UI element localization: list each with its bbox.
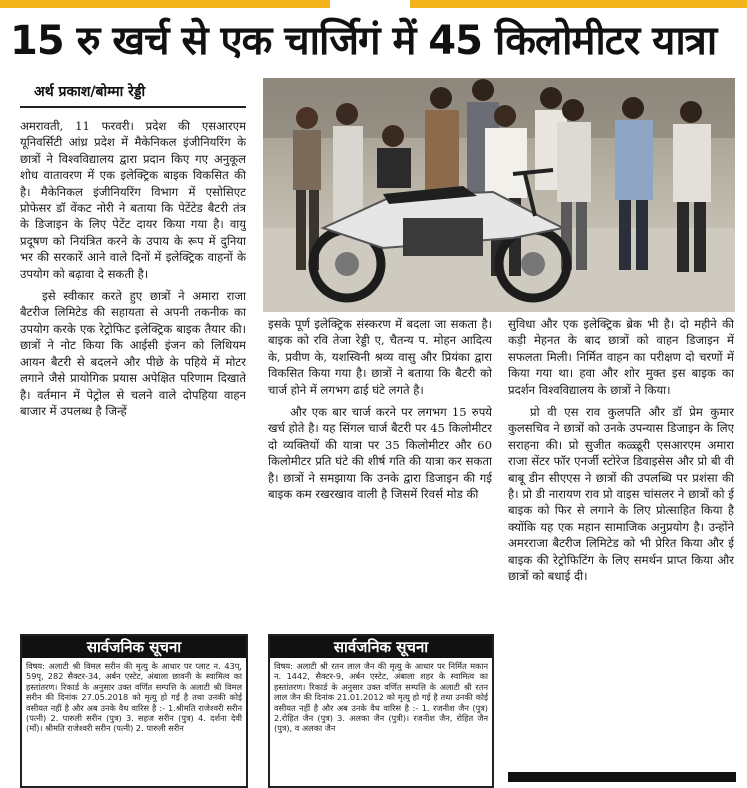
- notice-body: विषय: अलाटी श्री रतन लाल जैन की मृत्यु के आधार पर निर्मित मकान न. 1442, सैक्टर-9, अर्बन एस्टेट, अंबाला शहर के स्वामित्व का हस्तांतरण। रिकार्ड के अनुसार उक्त वर्णित सम्पत्ति के अलाटी श्री रतन लाल जैन की दिनांक 21.01.2012 को मृत्यु हो गई है तथा उनकी कोई वसीयत नहीं है और अब उनके वैध वारिस है :- 1. रजनीश जैन (पुत्र) 2.रोहित जैन (पुत्र) 3. अलका जैन (पुत्री)। रजनीश जैन, रोहित जैन (पुत्र), व अलका जैन: [274, 661, 488, 734]
- paragraph: सुविधा और एक इलेक्ट्रिक ब्रेक भी है। दो महीने की कड़ी मेहनत के बाद छात्रों को वाहन डिजाइन में सफलता मिली। निर्मित वाहन का परीक्षण दो चरणों में किया गया था। हवा और शोर मुक्त इस बाइक का प्रदर्शन विश्वविद्यालय के छात्रों ने किया।: [508, 317, 734, 397]
- byline-rule: [20, 106, 246, 108]
- top-color-bar: [0, 0, 747, 8]
- article-column-3: [508, 316, 734, 782]
- paragraph: प्रो वी एस राव कुलपति और डॉ प्रेम कुमार कुलसचिव ने छात्रों को उनके उपन्यास डिजाइन के लिए सराहना की। प्रो सुजीत कळ्ळूरी एसआरएम अमारा राजा सेंटर फॉर एनर्जी स्टोरेज डिवाइसेस और प्रो बी वी बाबू डीन सीएएस ने छात्रों की उपलब्धि पर प्रशंसा की है। प्रो डी नारायण राव प्रो वाइस चांसलर ने छात्रों को ई बाइक को फिर से लगाने के लिए प्रोत्साहित किया है क्योंकि यह एक महान सामाजिक अनुप्रयोग है। उन्होंने अमरराजा बैटरीज लिमिटेड को भी प्रेरित किया और ई बाइक की रेट्रोफिटिंग के लिए समर्थन प्राप्त किया और छात्रों को बधाई दी।: [508, 405, 734, 584]
- byline: अर्थ प्रकाश/बोम्मा रेड्डी: [34, 84, 146, 100]
- paragraph: और एक बार चार्ज करने पर लगभग 15 रुपये खर्च होते है। यह सिंगल चार्ज बैटरी पर 45 किलोमीटर दो व्यक्तियों की यात्रा पर 35 किलोमीटर और 60 किलोमीटर प्रति घंटे की शीर्ष गति की यात्रा कर सकता है। छात्रों ने समझाया कि उनके द्वारा डिजाइन की गई बाइक कम रखरखाव वाली है जिसमें रिवर्स मोड की: [268, 405, 492, 502]
- article-column-2: [268, 316, 492, 632]
- notice-heading: सार्वजनिक सूचना: [270, 636, 492, 658]
- news-photo: [263, 78, 735, 312]
- article-column-1: [20, 118, 246, 630]
- headline: 15 रु खर्च से एक चार्जिगं में 45 किलोमीटर यात्रा: [10, 18, 717, 64]
- notice-heading: सार्वजनिक सूचना: [22, 636, 246, 658]
- next-ad-strip: [508, 772, 736, 782]
- notice-body: विषय: अलाटी श्री विमल सरीन की मृत्यु के आधार पर प्लाट न. 43प्, 59पृ, 282 सैक्टर-34, अर्बन एस्टेट, अंबाला छावनी के स्वामित्व का हस्तांतरण। रिकार्ड के अनुसार उक्त वर्णित सम्पत्ति के अलाटी श्री विमल सरीन की दिनांक 27.05.2018 को मृत्यु हो गई है तथा उनकी कोई वसीयत नहीं है और अब उनके वैध वारिस है :- 1.श्रीमति राजेश्वरी सरीन (पत्नी) 2. पारुली सरीन (पुत्र) 3. सहज सरीन (पुत्र) 4. दर्शना देवी (माँ)। श्रीमति राजेश्वरी सरीन (पत्नी) 2. पारुली सरीन: [26, 661, 242, 734]
- public-notice-1: [20, 634, 248, 788]
- paragraph: इसे स्वीकार करते हुए छात्रों ने अमारा राजा बैटरीज लिमिटेड की सहायता से अपनी तकनीक का उपयोग करके एक रेट्रोफिट इलेक्ट्रिक बाइक तैयार की। छात्रों ने नोट किया कि आईसी इंजन को लिथियम आयन बैटरी से बदलने और पीछे के पहिये में मोटर लगाने जैसे प्रायोगिक प्रयास अपेक्षित परिणाम दिखाते है। वर्तमान में पेट्रोल से चलने वाले दोपहिया वाहन बाजार में उपलब्ध है जिन्हें: [20, 289, 246, 418]
- students-with-bike-photo: [263, 78, 735, 312]
- paragraph: इसके पूर्ण इलेक्ट्रिक संस्करण में बदला जा सकता है। बाइक को रवि तेजा रेड्डी ए, चैतन्य प. मोहन आदित्य के, प्रवीण के, यशस्विनी श्रव्य वासु और प्रियंका द्वारा विकसित किया गया है। छात्रों ने बताया कि बैटरी को चार्ज होने में लगभग ढाई घंटे लगते है।: [268, 317, 492, 397]
- public-notice-2: [268, 634, 494, 788]
- paragraph: अमरावती, 11 फरवरी। प्रदेश की एसआरएम यूनिवर्सिटी आंध्र प्रदेश में मैकेनिकल इंजीनियरिंग के छात्रों ने विश्वविद्यालय द्वारा प्रदान किए गए अनुकूल शोध वातावरण में एक इलेक्ट्रिक बाइक विकसित की है। मैकेनिकल इंजीनियरिंग विभाग में एसोसिएट प्रोफेसर डॉ वेंकट नोरी ने बताया कि पेटेंटेड बैटरी तंत्र के डिजाइन के लिए पेटेंट दायर किया गया है। वायु प्रदूषण को नियंत्रित करने के उपाय के रूप में दुनिया भर की सरकारें आने वाले दिनों में इलेक्ट्रिक वाहनों के उपयोग को बढ़ावा दे सकती है।: [20, 119, 246, 281]
